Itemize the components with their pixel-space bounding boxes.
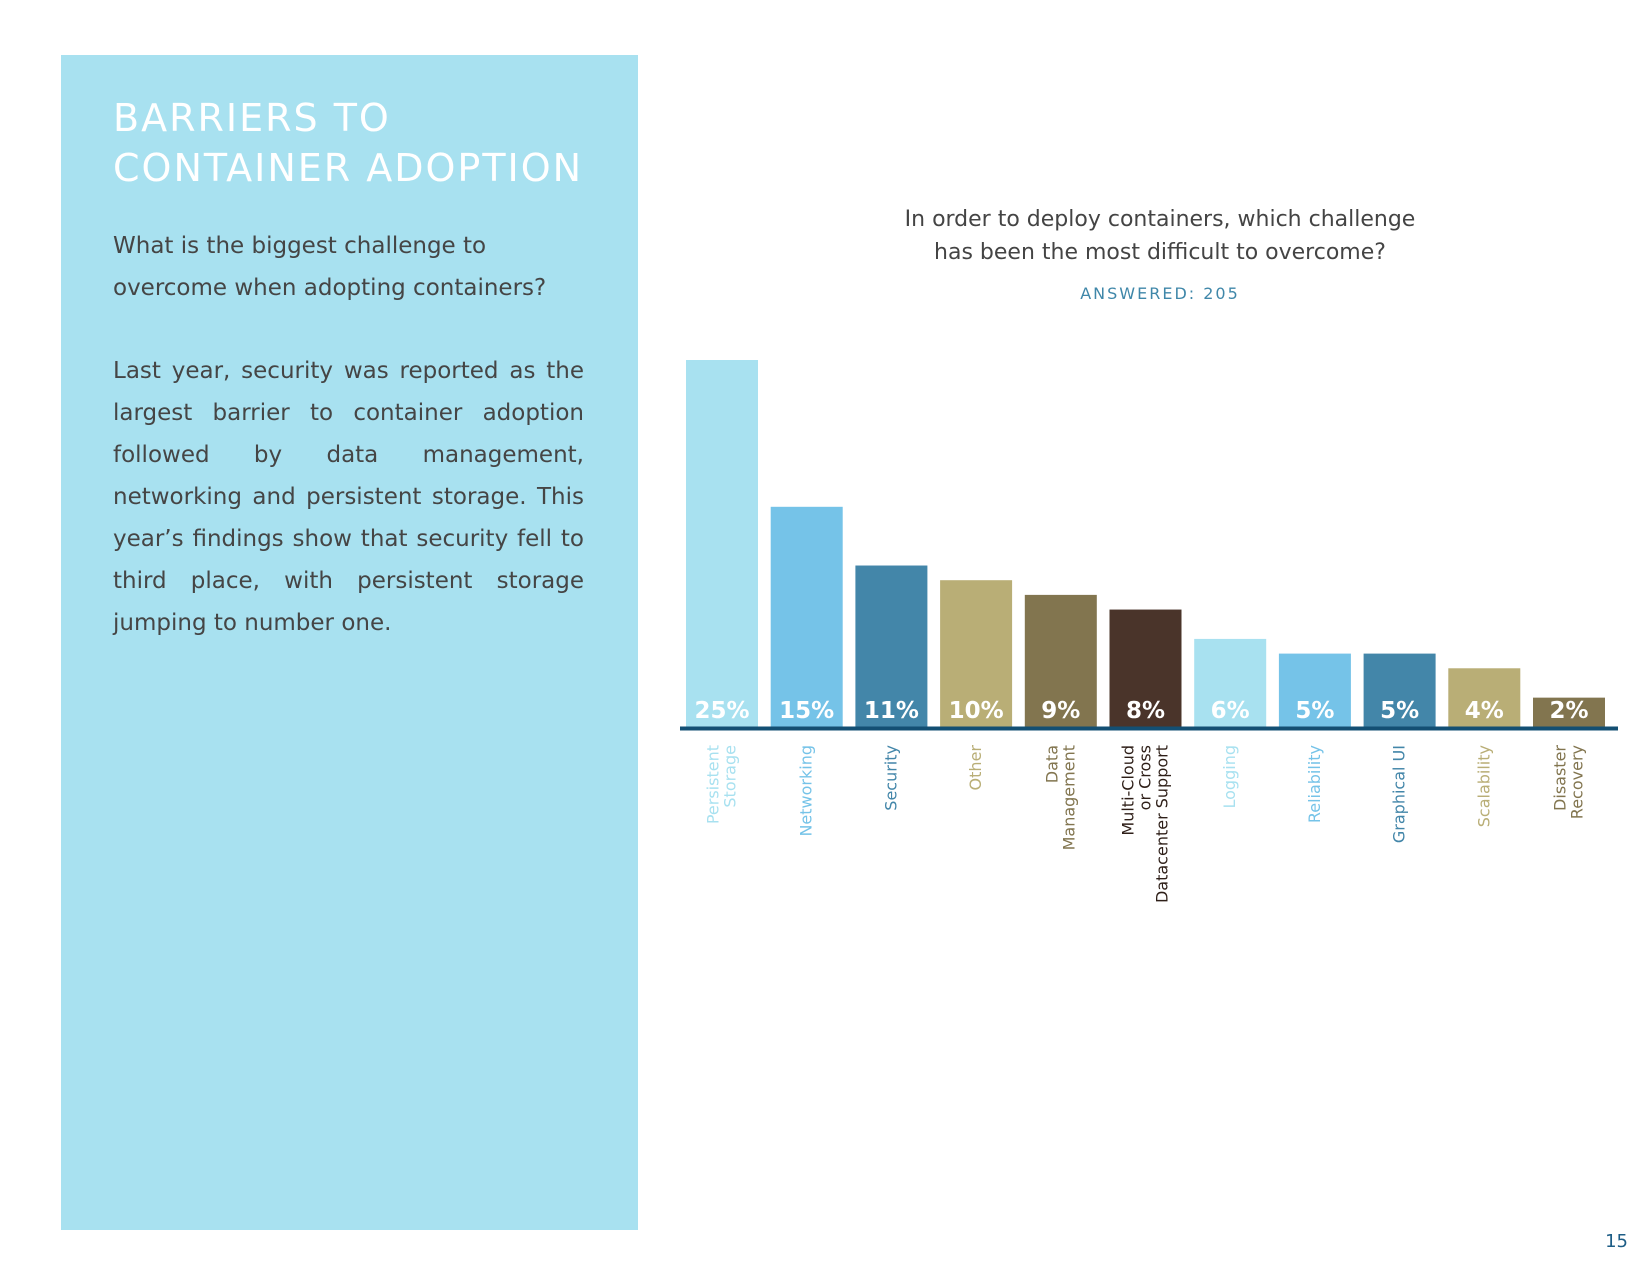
category-label-5: DataManagement bbox=[1042, 745, 1079, 851]
bar-value-label-8: 5% bbox=[1295, 698, 1335, 724]
bar-1 bbox=[686, 360, 758, 727]
category-label-11: DisasterRecovery bbox=[1550, 745, 1587, 820]
bar-value-label-10: 4% bbox=[1464, 698, 1504, 724]
category-label-4: Other bbox=[966, 745, 986, 791]
page-number: 15 bbox=[1605, 1231, 1628, 1252]
bar-value-label-3: 11% bbox=[863, 698, 919, 724]
category-label-3: Security bbox=[881, 745, 901, 811]
bar-value-label-9: 5% bbox=[1380, 698, 1420, 724]
panel-body-text: Last year, security was reported as the largest barrier to container adoption followed by data management, networking and persistent storage. This year’s findings show that security fell to third place, with persistent storage jumping to number one. bbox=[113, 358, 584, 636]
bar-value-label-6: 8% bbox=[1125, 698, 1166, 724]
panel-title-line-1: BARRIERS TO bbox=[113, 96, 391, 140]
panel-title-line-2: CONTAINER ADOPTION bbox=[113, 146, 584, 190]
chart-question-line-1: In order to deploy containers, which challenge bbox=[904, 207, 1416, 232]
category-label-1: PersistentStorage bbox=[703, 745, 740, 825]
category-label-2: Networking bbox=[796, 745, 816, 837]
bar-2 bbox=[771, 507, 843, 727]
bar-value-label-11: 2% bbox=[1549, 698, 1589, 724]
bar-value-label-5: 9% bbox=[1041, 698, 1081, 724]
category-label-7: Logging bbox=[1220, 745, 1240, 809]
category-label-8: Reliability bbox=[1304, 745, 1324, 824]
bar-value-label-1: 25% bbox=[694, 698, 750, 724]
answered-count: ANSWERED: 205 bbox=[1080, 284, 1240, 303]
panel-question: What is the biggest challenge to overcome when adopting containers? bbox=[113, 233, 547, 301]
bar-value-label-7: 6% bbox=[1210, 698, 1250, 724]
category-label-10: Scalability bbox=[1474, 745, 1494, 828]
chart-question-line-2: has been the most difficult to overcome? bbox=[934, 240, 1386, 265]
category-label-9: Graphical UI bbox=[1389, 745, 1409, 844]
category-label-6: Multi-Cloudor CrossDatacenter Support bbox=[1118, 745, 1172, 904]
bar-value-label-2: 15% bbox=[779, 698, 835, 724]
bar-value-label-4: 10% bbox=[948, 698, 1004, 724]
